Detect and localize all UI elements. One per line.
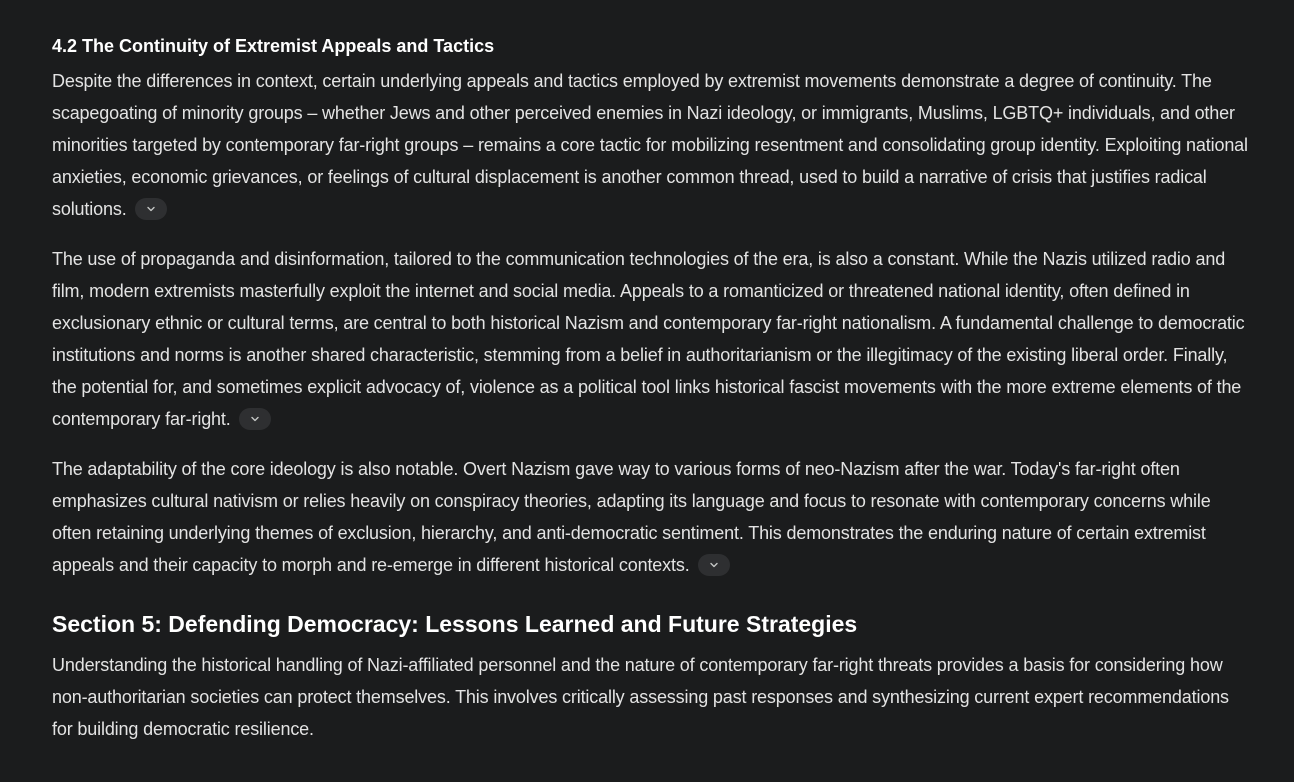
chevron-down-icon: [146, 204, 156, 214]
source-toggle-button[interactable]: [239, 408, 271, 430]
source-toggle-button[interactable]: [135, 198, 167, 220]
chevron-down-icon: [709, 560, 719, 570]
document-body: [52, 33, 1252, 763]
section-title: Section 5: Defending Democracy: Lessons Learned and Future Strategies: [52, 611, 858, 637]
paragraph-text: The use of propaganda and disinformation, tailored to the communication technologies of the era, is also a constant. While the Nazis utilized radio and film, modern extremists masterfully exploit the internet and social media. Appeals to a romanticized or threatened national identity, often defined in exclusionary ethnic or cultural terms, are central to both historical Nazism and contemporary far-right nationalism. A fundamental challenge to democratic institutions and norms is another shared characteristic, stemming from a belief in authoritarianism or the illegitimacy of the existing liberal order. Finally, the potential for, and sometimes explicit advocacy of, violence as a political tool links historical fascist movements with the more extreme elements of the contemporary far-right.: [52, 249, 1245, 429]
paragraph-text: Despite the differences in context, certain underlying appeals and tactics employed by extremist movements demonstrate a degree of continuity. The scapegoating of minority groups – whether Jews and other perceived enemies in Nazi ideology, or immigrants, Muslims, LGBTQ+ individuals, and other minorities targeted by contemporary far-right groups – remains a core tactic for mobilizing resentment and consolidating group identity. Exploiting national anxieties, economic grievances, or feelings of cultural displacement is another common thread, used to build a narrative of crisis that justifies radical solutions.: [52, 71, 1248, 219]
paragraph-3: [52, 453, 1252, 581]
paragraph-text: The adaptability of the core ideology is also notable. Overt Nazism gave way to various forms of neo-Nazism after the war. Today's far-right often emphasizes cultural nativism or relies heavily on conspiracy theories, adapting its language and focus to resonate with contemporary concerns while often retaining underlying themes of exclusion, hierarchy, and anti-democratic sentiment. This demonstrates the enduring nature of certain extremist appeals and their capacity to morph and re-emerge in different historical contexts.: [52, 459, 1211, 575]
subsection-title: 4.2 The Continuity of Extremist Appeals and Tactics: [52, 36, 495, 56]
section-intro-paragraph: Understanding the historical handling of Nazi-affiliated personnel and the nature of contemporary far-right threats provides a basis for considering how non-authoritarian societies can protect themselves. This involves critically assessing past responses and synthesizing current expert recommendations for building democratic resilience.: [52, 655, 1229, 739]
paragraph-2: [52, 243, 1252, 435]
chevron-down-icon: [250, 414, 260, 424]
paragraph-1: [52, 65, 1252, 225]
source-toggle-button[interactable]: [698, 554, 730, 576]
